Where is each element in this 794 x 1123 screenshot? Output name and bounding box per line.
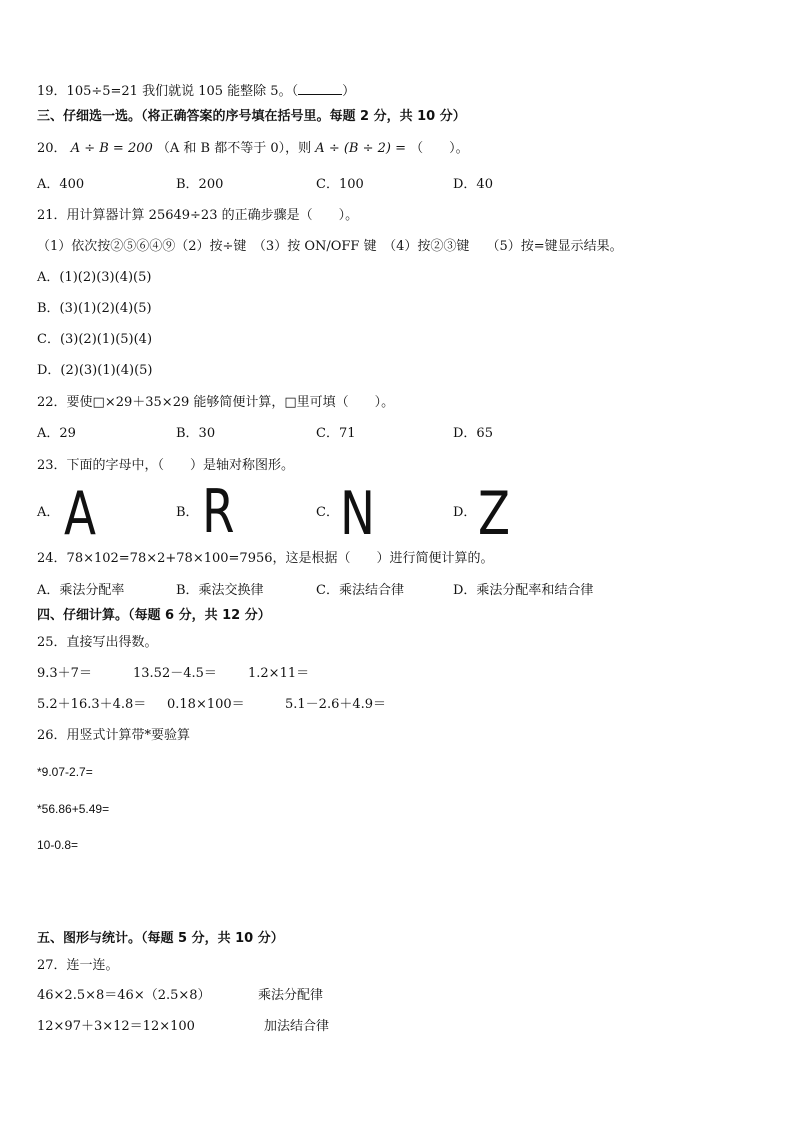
q23-option-a-label: A． [37, 505, 60, 520]
question-20-expr1: A ÷ B = 200 [70, 141, 153, 156]
question-21-steps: （1）依次按②⑤⑥④⑨（2）按÷键 （3）按 ON/OFF 键 （4）按②③键 （5）按=键显示结果。 [37, 239, 623, 254]
q27-left-2: 12×97＋3×12＝12×100 [37, 1019, 195, 1034]
answer-blank [298, 82, 342, 95]
q20-option-d: D．40 [453, 177, 493, 192]
letter-n-glyph: N [340, 479, 376, 549]
question-20-expr2: A ÷ (B ÷ 2) = [315, 141, 406, 156]
question-24: 24．78×102=78×2+78×100=7956，这是根据（ ）进行简便计算的。 [37, 551, 494, 566]
letter-a-glyph: A [64, 479, 97, 549]
q21-option-c: C．(3)(2)(1)(5)(4) [37, 332, 153, 347]
q20-option-a: A．400 [37, 177, 85, 192]
q25-item-4: 5.2＋16.3＋4.8＝ [37, 697, 147, 712]
q22-option-c: C．71 [316, 426, 356, 441]
q23-option-c-label: C． [316, 505, 339, 520]
letter-r-glyph: R [202, 477, 235, 547]
q22-option-d: D．65 [453, 426, 493, 441]
question-20-mid: （A 和 B 都不等于 0），则 [156, 141, 312, 156]
q25-item-1: 9.3＋7＝ [37, 666, 92, 681]
section-5-title: 五、图形与统计。（每题 5 分，共 10 分） [37, 931, 284, 946]
q25-item-5: 0.18×100＝ [167, 697, 245, 712]
question-20-num: 20． [37, 141, 67, 156]
q21-option-b: B．(3)(1)(2)(4)(5) [37, 301, 152, 316]
q20-option-b: B．200 [176, 177, 224, 192]
q25-item-3: 1.2×11＝ [248, 666, 310, 681]
q23-option-d-label: D． [453, 505, 477, 520]
section-3-title: 三、仔细选一选。（将正确答案的序号填在括号里。每题 2 分，共 10 分） [37, 109, 466, 124]
question-20 [37, 140, 469, 158]
question-26: 26．用竖式计算带*要验算 [37, 728, 191, 743]
question-20-tail: （ ）。 [410, 141, 469, 156]
q26-item-3: 10-0.8= [37, 838, 79, 852]
section-4-title: 四、仔细计算。（每题 6 分，共 12 分） [37, 608, 271, 623]
q25-item-2: 13.52－4.5＝ [133, 666, 217, 681]
q25-item-6: 5.1－2.6＋4.9＝ [285, 697, 387, 712]
question-19 [37, 82, 355, 101]
question-25: 25．直接写出得数。 [37, 635, 158, 650]
q27-left-1: 46×2.5×8＝46×（2.5×8） [37, 988, 211, 1003]
q27-right-2: 加法结合律 [264, 1019, 330, 1034]
q24-option-d: D．乘法分配率和结合律 [453, 583, 594, 598]
question-19-text: 19．105÷5=21 我们就说 105 能整除 5。（ [37, 84, 299, 99]
question-21: 21．用计算器计算 25649÷23 的正确步骤是（ ）。 [37, 208, 359, 223]
letter-z-glyph: Z [478, 479, 511, 549]
q22-option-b: B．30 [176, 426, 216, 441]
question-27: 27．连一连。 [37, 958, 119, 973]
question-23: 23．下面的字母中，（ ）是轴对称图形。 [37, 458, 295, 473]
q20-option-c: C．100 [316, 177, 364, 192]
q24-option-c: C．乘法结合律 [316, 583, 404, 598]
question-22: 22．要使□×29＋35×29 能够简便计算，□里可填（ ）。 [37, 395, 395, 410]
q21-option-d: D．(2)(3)(1)(4)(5) [37, 363, 153, 378]
q24-option-a: A．乘法分配率 [37, 583, 125, 598]
q26-item-2: *56.86+5.49= [37, 802, 110, 816]
q22-option-a: A．29 [37, 426, 76, 441]
q24-option-b: B．乘法交换律 [176, 583, 264, 598]
question-19-close: ） [342, 84, 356, 99]
q26-item-1: *9.07-2.7= [37, 765, 93, 779]
q21-option-a: A．(1)(2)(3)(4)(5) [37, 270, 152, 285]
q23-option-b-label: B． [176, 505, 199, 520]
q27-right-1: 乘法分配律 [258, 988, 324, 1003]
